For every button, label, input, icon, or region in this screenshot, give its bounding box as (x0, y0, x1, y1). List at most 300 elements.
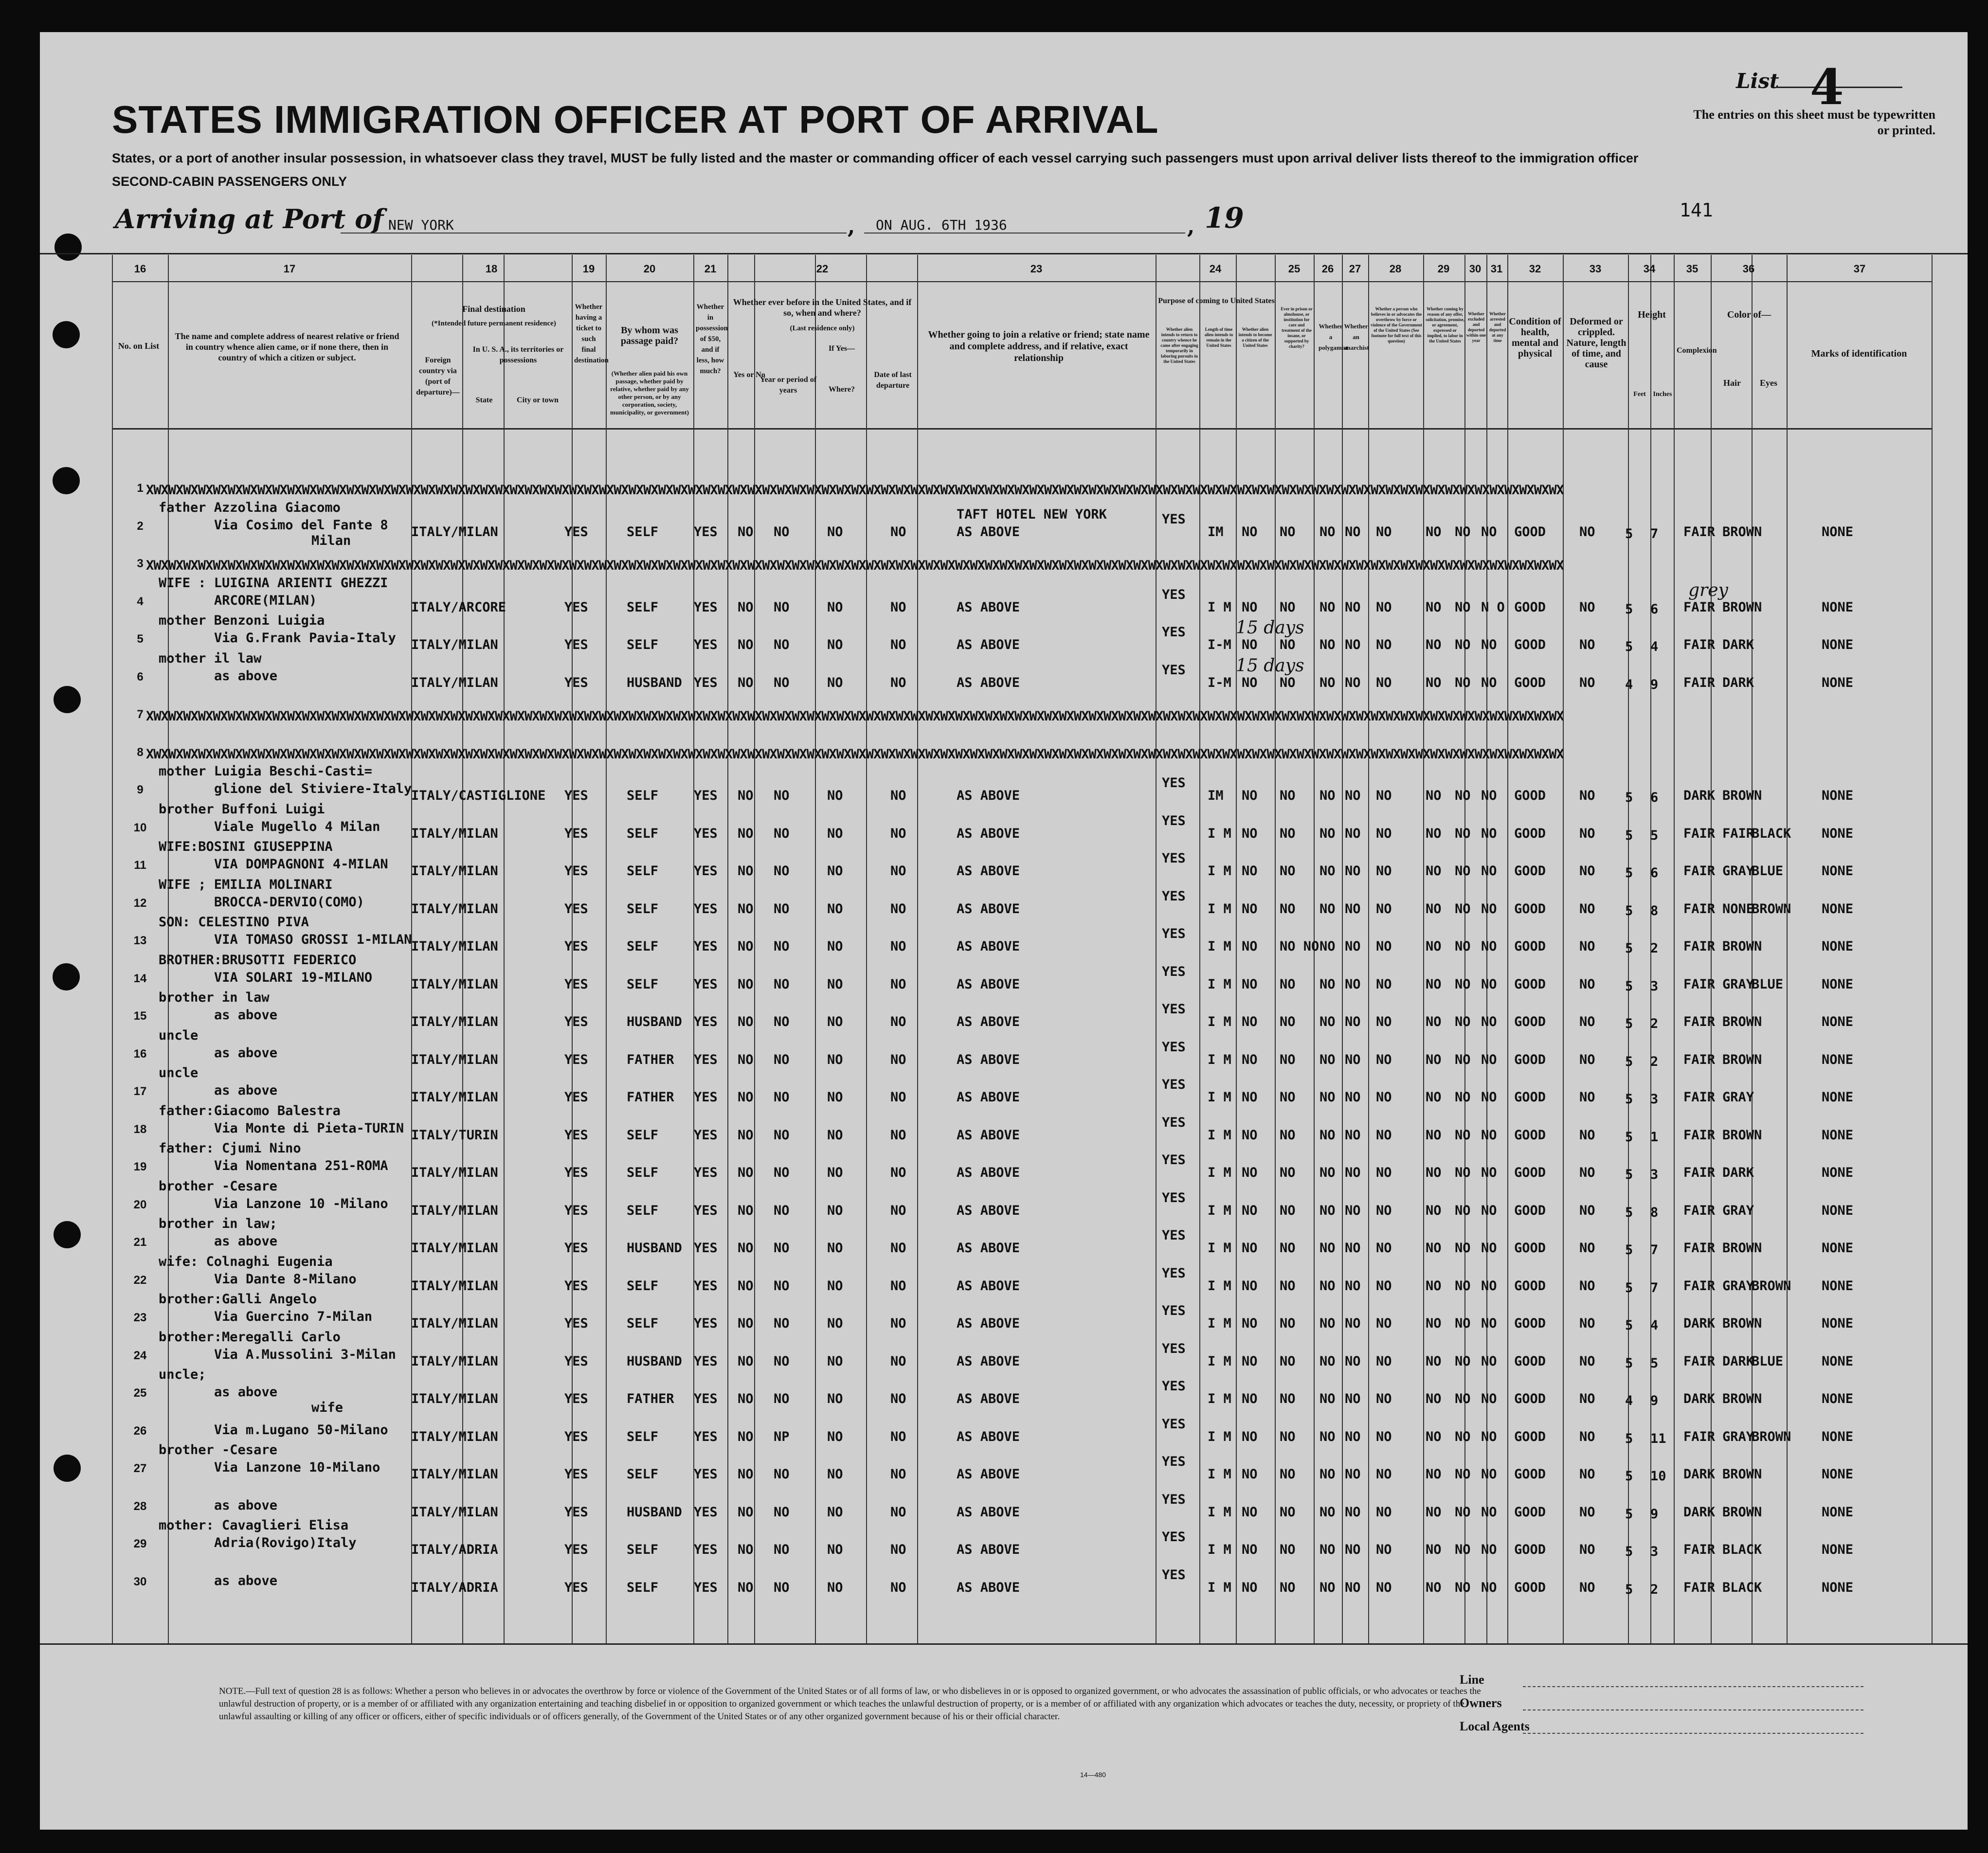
question-27: NO (1345, 599, 1361, 615)
eye-color: BLUE (1752, 864, 1784, 879)
complexion: FAIR (1683, 1429, 1716, 1444)
complexion: FAIR (1683, 901, 1716, 917)
question-26: NO (1319, 864, 1336, 879)
hdr-36-eyes: Eyes (1760, 378, 1777, 388)
identification-marks: NONE (1822, 524, 1854, 540)
question-31: NO (1481, 864, 1497, 879)
hair-color: FAIR (1722, 826, 1754, 841)
question-25: NO (1280, 864, 1296, 879)
deformity: NO (1579, 826, 1595, 841)
complexion: FAIR (1683, 1542, 1716, 1557)
column-number-rule (112, 281, 1932, 282)
question-27: NO (1345, 1052, 1361, 1067)
prior-departure: NO (890, 524, 906, 540)
prior-period: NO (774, 788, 790, 803)
prior-where: NO (827, 1353, 843, 1369)
deformity: NO (1579, 599, 1595, 615)
passage-paid-by: HUSBAND (627, 1353, 682, 1369)
relative-address: Via Lanzone 10 -Milano (214, 1196, 388, 1211)
column-divider (727, 255, 728, 1643)
page-title: STATES IMMIGRATION OFFICER AT PORT OF ARRIVAL (112, 98, 1159, 141)
identification-marks: NONE (1822, 1203, 1854, 1218)
prior-visit: NO (738, 976, 754, 992)
question-30: NO (1455, 675, 1471, 690)
row-number: 22 (133, 1273, 147, 1287)
hair-color: GRAY (1722, 1203, 1754, 1218)
relative-name: uncle; (159, 1367, 206, 1382)
question-28: NO (1376, 1052, 1392, 1067)
question-29: NO (1426, 788, 1442, 803)
citizen-intent: NO (1242, 1542, 1258, 1557)
question-26: NO (1319, 524, 1336, 540)
joining-relative: AS ABOVE (957, 1165, 1020, 1180)
passage-paid-by: SELF (627, 1316, 659, 1331)
destination: ITALY/MILAN (411, 1090, 498, 1105)
health-condition: GOOD (1514, 1165, 1546, 1180)
question-31: NO (1481, 1504, 1497, 1520)
ticket-value: YES (564, 1014, 588, 1029)
health-condition: GOOD (1514, 976, 1546, 992)
question-25: NO (1280, 599, 1296, 615)
prior-departure: NO (890, 1203, 906, 1218)
question-28: NO (1376, 864, 1392, 879)
length-of-stay: I M (1208, 826, 1231, 841)
question-26: NO (1319, 826, 1336, 841)
header-bottom-rule (112, 428, 1932, 430)
prior-departure: NO (890, 1014, 906, 1029)
arriving-label: Arriving at Port of (115, 203, 384, 234)
question-25: NO (1280, 976, 1296, 992)
prior-visit: NO (738, 1127, 754, 1143)
question-30: NO (1455, 901, 1471, 917)
question-25: NO (1280, 637, 1296, 652)
question-29: NO (1426, 1580, 1442, 1595)
row-number: 25 (133, 1386, 147, 1400)
question-26: NO (1319, 1353, 1336, 1369)
question-25: NO (1280, 1580, 1296, 1595)
deformity: NO (1579, 1165, 1595, 1180)
hair-color: NONE (1722, 901, 1754, 917)
hdr-36: Color of— (1727, 309, 1771, 320)
handwritten-annotation: 15 days (1236, 618, 1304, 638)
question-28: NO (1376, 939, 1392, 954)
prior-period: NO (774, 1391, 790, 1406)
relative-address: as above (214, 1083, 278, 1098)
prior-period: NO (774, 1090, 790, 1105)
height-feet: 5 (1625, 1544, 1633, 1559)
hdr-20: By whom was passage paid? (620, 325, 679, 346)
deformity: NO (1579, 1127, 1595, 1143)
relative-address: as above (214, 1497, 278, 1513)
joining-relative: AS ABOVE (957, 1241, 1020, 1256)
citizen-intent: NO (1242, 637, 1258, 652)
question-27: NO (1345, 1014, 1361, 1029)
prior-departure: NO (890, 1165, 906, 1180)
page-subtitle: States, or a port of another insular possession, in whatsoever class they travel, MUST be fully listed and the master or commanding officer of each vessel carrying such passengers must upon arrival deliver lists thereof to the immigration officer (112, 151, 1639, 165)
prior-departure: NO (890, 1580, 906, 1595)
length-of-stay: I M (1208, 1467, 1231, 1482)
citizen-intent: NO (1242, 1014, 1258, 1029)
question-28: NO (1376, 675, 1392, 690)
passage-paid-by: HUSBAND (627, 1014, 682, 1029)
row-number: 30 (133, 1575, 147, 1588)
question-26: NO (1319, 1052, 1336, 1067)
height-inches: 4 (1650, 639, 1659, 654)
destination: ITALY/MILAN (411, 976, 498, 992)
complexion: FAIR (1683, 1203, 1716, 1218)
column-number: 26 (1321, 263, 1334, 275)
prior-departure: NO (890, 1542, 906, 1557)
money-value: YES (694, 1090, 718, 1105)
length-of-stay: I M (1208, 864, 1231, 879)
prior-where: NO (827, 1278, 843, 1294)
identification-marks: NONE (1822, 1052, 1854, 1067)
length-of-stay: I M (1208, 1203, 1231, 1218)
deformity: NO (1579, 1014, 1595, 1029)
relative-address: as above (214, 1385, 278, 1400)
destination: ITALY/MILAN (411, 1467, 498, 1482)
question-29: NO (1426, 1165, 1442, 1180)
ticket-value: YES (564, 1504, 588, 1520)
passage-paid-by: SELF (627, 1165, 659, 1180)
question-26: NO (1319, 1014, 1336, 1029)
joining-relative: AS ABOVE (957, 1429, 1020, 1444)
destination: ITALY/MILAN (411, 826, 498, 841)
prior-where: NO (827, 826, 843, 841)
prior-period: NO (774, 826, 790, 841)
return-intent: YES (1162, 1379, 1186, 1394)
eye-color: BLUE (1752, 1353, 1784, 1369)
destination: ITALY/MILAN (411, 1316, 498, 1331)
question-30: NO (1455, 1241, 1471, 1256)
passage-paid-by: SELF (627, 939, 659, 954)
question-25: NO (1280, 675, 1296, 690)
money-value: YES (694, 1391, 718, 1406)
question-30: NO (1455, 1467, 1471, 1482)
question-30: NO (1455, 939, 1471, 954)
passage-paid-by: SELF (627, 1429, 659, 1444)
arrival-date: ON AUG. 6TH 1936 (876, 217, 1007, 233)
return-intent: YES (1162, 1228, 1186, 1243)
complexion: DARK (1683, 1467, 1716, 1482)
hdr-35: Complexion (1677, 346, 1717, 355)
citizen-intent: NO (1242, 826, 1258, 841)
money-value: YES (694, 524, 718, 540)
row-number: 13 (133, 934, 147, 947)
question-27: NO (1345, 1467, 1361, 1482)
question-29: NO (1426, 599, 1442, 615)
deformity: NO (1579, 524, 1595, 540)
question-31: NO (1481, 1467, 1497, 1482)
height-inches: 4 (1650, 1318, 1659, 1333)
relative-address: Via m.Lugano 50-Milano (214, 1422, 388, 1438)
relative-address: as above (214, 668, 278, 684)
relative-address: Via Nomentana 251-ROMA (214, 1158, 388, 1173)
citizen-intent: NO (1242, 1278, 1258, 1294)
prior-where: NO (827, 1504, 843, 1520)
money-value: YES (694, 939, 718, 954)
prior-visit: NO (738, 1241, 754, 1256)
eye-color: BROWN (1752, 1429, 1791, 1444)
hdr-34: Height (1638, 309, 1666, 320)
column-number: 24 (1209, 263, 1222, 275)
deformity: NO (1579, 1090, 1595, 1105)
return-intent: YES (1162, 1454, 1186, 1469)
handwritten-annotation: 15 days (1236, 655, 1304, 676)
relative-name: brother in law (159, 990, 270, 1005)
money-value: YES (694, 1429, 718, 1444)
question-26: NO (1319, 675, 1336, 690)
relative-name: WIFE:BOSINI GIUSEPPINA (159, 839, 333, 854)
length-of-stay: I-M (1208, 637, 1231, 652)
column-number: 18 (485, 263, 498, 275)
question-29: NO (1426, 939, 1442, 954)
prior-where: NO (827, 599, 843, 615)
ticket-value: YES (564, 939, 588, 954)
height-inches: 1 (1650, 1129, 1659, 1145)
joining-relative: AS ABOVE (957, 1580, 1020, 1595)
prior-where: NO (827, 1467, 843, 1482)
destination: ITALY/ADRIA (411, 1542, 498, 1557)
hdr-30: Whether excluded and deported within one year (1466, 311, 1486, 343)
prior-where: NO (827, 1542, 843, 1557)
relative-name: SON: CELESTINO PIVA (159, 915, 309, 930)
question-30: NO (1455, 1353, 1471, 1369)
return-intent: YES (1162, 511, 1186, 527)
ticket-value: YES (564, 599, 588, 615)
hdr-23: Whether going to join a relative or friend; state name and complete address, and if relative, exact relationship (928, 329, 1150, 363)
identification-marks: NONE (1822, 939, 1854, 954)
prior-departure: NO (890, 637, 906, 652)
question-26: NO (1319, 599, 1336, 615)
length-of-stay: I M (1208, 1316, 1231, 1331)
question-25: NO (1280, 1542, 1296, 1557)
destination: ITALY/TURIN (411, 1127, 498, 1143)
hair-color: BROWN (1722, 1316, 1762, 1331)
question-29: NO (1426, 864, 1442, 879)
return-intent: YES (1162, 1492, 1186, 1507)
return-intent: YES (1162, 813, 1186, 828)
citizen-intent: NO (1242, 1241, 1258, 1256)
destination: ITALY/MILAN (411, 1353, 498, 1369)
height-feet: 5 (1625, 526, 1633, 541)
question-27: NO (1345, 1203, 1361, 1218)
column-number: 17 (283, 263, 296, 275)
column-divider (504, 255, 505, 1643)
row-number: 19 (133, 1160, 147, 1173)
height-inches: 2 (1650, 1582, 1659, 1597)
destination: ITALY/MILAN (411, 1014, 498, 1029)
passage-paid-by: SELF (627, 976, 659, 992)
question-30: NO (1455, 1278, 1471, 1294)
question-25: NO (1280, 1391, 1296, 1406)
relative-name: uncle (159, 1027, 199, 1043)
destination: ITALY/MILAN (411, 1203, 498, 1218)
complexion: FAIR (1683, 1165, 1716, 1180)
row-number: 9 (137, 783, 144, 796)
eye-color: BLUE (1752, 976, 1784, 992)
passage-paid-by: SELF (627, 1203, 659, 1218)
height-inches: 10 (1650, 1469, 1666, 1484)
question-31: NO (1481, 1014, 1497, 1029)
passage-paid-by: SELF (627, 599, 659, 615)
row-number: 11 (134, 859, 146, 872)
question-27: NO (1345, 1504, 1361, 1520)
relative-address: Via Lanzone 10-Milano (214, 1460, 380, 1475)
identification-marks: NONE (1822, 788, 1854, 803)
hdr-24-a: Whether alien intends to return to country whence he came after engaging temporarily in laboring pursuits in the United States (1160, 327, 1198, 364)
joining-relative: AS ABOVE (957, 1353, 1020, 1369)
column-number: 32 (1529, 263, 1541, 275)
height-feet: 5 (1625, 865, 1633, 881)
column-number: 34 (1643, 263, 1656, 275)
local-agents-label: Local Agents (1460, 1719, 1530, 1733)
hdr-28: Whether a person who believes in or advocates the overthrow by force or violence of the Government of the United States (See footnote for full text of this question) (1371, 306, 1422, 343)
question-31: NO (1481, 675, 1497, 690)
question-31: NO (1481, 1278, 1497, 1294)
question-29: NO (1426, 901, 1442, 917)
passage-paid-by: SELF (627, 1127, 659, 1143)
eye-color: BROWN (1752, 901, 1791, 917)
row-number: 3 (137, 557, 144, 570)
height-inches: 7 (1650, 1280, 1659, 1295)
height-inches: 2 (1650, 1016, 1659, 1031)
length-of-stay: I M (1208, 1391, 1231, 1406)
eye-color: BROWN (1752, 1278, 1791, 1294)
deformity: NO (1579, 1429, 1595, 1444)
question-28: NO (1376, 1127, 1392, 1143)
question-25: NO (1280, 1203, 1296, 1218)
question-28: NO (1376, 1467, 1392, 1482)
health-condition: GOOD (1514, 788, 1546, 803)
question-29: NO (1426, 1052, 1442, 1067)
prior-where: NO (827, 788, 843, 803)
relative-name: brother in law; (159, 1216, 277, 1231)
local-agents-field (1523, 1733, 1863, 1734)
return-intent: YES (1162, 1152, 1186, 1168)
ticket-value: YES (564, 1542, 588, 1557)
return-intent: YES (1162, 662, 1186, 678)
prior-departure: NO (890, 788, 906, 803)
citizen-intent: NO (1242, 524, 1258, 540)
hdr-22-where: Where? (829, 385, 855, 394)
column-number: 29 (1437, 263, 1450, 275)
money-value: YES (694, 1203, 718, 1218)
question-26: NO (1319, 1278, 1336, 1294)
row-number: 4 (137, 594, 144, 608)
question-25: NO (1280, 1429, 1296, 1444)
prior-departure: NO (890, 826, 906, 841)
ticket-value: YES (564, 1353, 588, 1369)
health-condition: GOOD (1514, 1127, 1546, 1143)
question-29: NO (1426, 1014, 1442, 1029)
prior-visit: NO (738, 788, 754, 803)
height-feet: 5 (1625, 1355, 1633, 1371)
relative-name: father Azzolina Giacomo (159, 500, 341, 515)
passage-paid-by: FATHER (627, 1391, 674, 1406)
ticket-value: YES (564, 1052, 588, 1067)
question-28: NO (1376, 1429, 1392, 1444)
punch-hole (53, 321, 80, 348)
question-31: NO (1481, 1165, 1497, 1180)
question-26: NO (1319, 788, 1336, 803)
question-31: NO (1481, 1316, 1497, 1331)
length-of-stay: I M (1208, 1353, 1231, 1369)
identification-marks: NONE (1822, 864, 1854, 879)
identification-marks: NONE (1822, 1241, 1854, 1256)
question-28: NO (1376, 599, 1392, 615)
passage-paid-by: FATHER (627, 1052, 674, 1067)
question-28: NO (1376, 1165, 1392, 1180)
prior-visit: NO (738, 675, 754, 690)
prior-period: NO (774, 1052, 790, 1067)
question-25: NO (1280, 1316, 1296, 1331)
prior-visit: NO (738, 1165, 754, 1180)
destination: ITALY/MILAN (411, 1504, 498, 1520)
column-divider (1199, 255, 1200, 1643)
ticket-value: YES (564, 1580, 588, 1595)
hdr-19: Whether having a ticket to such final destination (574, 303, 609, 364)
deformity: NO (1579, 1316, 1595, 1331)
deformity: NO (1579, 1542, 1595, 1557)
table-top-rule (40, 253, 1968, 254)
hair-color: BROWN (1722, 1391, 1762, 1406)
relative-address: as above (214, 1234, 278, 1249)
identification-marks: NONE (1822, 1127, 1854, 1143)
row-number: 14 (133, 971, 147, 985)
question-29: NO (1426, 1316, 1442, 1331)
column-number: 28 (1389, 263, 1402, 275)
relative-name: mother Benzoni Luigia (159, 613, 325, 628)
question-26: NO (1319, 901, 1336, 917)
height-inches: 5 (1650, 828, 1659, 843)
length-of-stay: IM (1208, 788, 1224, 803)
destination: ITALY/MILAN (411, 1052, 498, 1067)
complexion: FAIR (1683, 1090, 1716, 1105)
hair-color: BROWN (1722, 1127, 1762, 1143)
ticket-value: YES (564, 864, 588, 879)
citizen-intent: NO (1242, 901, 1258, 917)
prior-where: NO (827, 1203, 843, 1218)
length-of-stay: I M (1208, 939, 1231, 954)
joining-relative: AS ABOVE (957, 976, 1020, 992)
citizen-intent: NO (1242, 939, 1258, 954)
joining-relative: AS ABOVE (957, 939, 1020, 954)
money-value: YES (694, 1353, 718, 1369)
row-number: 23 (133, 1311, 147, 1324)
ticket-value: YES (564, 637, 588, 652)
question-31: NO (1481, 1127, 1497, 1143)
health-condition: GOOD (1514, 1580, 1546, 1595)
relative-address: Via Guercino 7-Milan (214, 1309, 373, 1324)
question-27: NO (1345, 826, 1361, 841)
hdr-25: Ever in prison or almshouse, or institution for care and treatment of the insane, or supported by charity? (1281, 306, 1313, 349)
relative-address: ARCORE(MILAN) (214, 593, 317, 608)
prior-departure: NO (890, 1090, 906, 1105)
list-number: 4 (1810, 58, 1844, 116)
question-27: NO (1345, 1316, 1361, 1331)
relative-name: father:Giacomo Balestra (159, 1103, 341, 1118)
prior-period: NO (774, 675, 790, 690)
page-number: 141 (1680, 199, 1713, 221)
row-number: 8 (137, 745, 144, 759)
citizen-intent: NO (1242, 1127, 1258, 1143)
prior-where: NO (827, 675, 843, 690)
identification-marks: NONE (1822, 826, 1854, 841)
hair-color: GRAY (1722, 1278, 1754, 1294)
length-of-stay: I M (1208, 1165, 1231, 1180)
health-condition: GOOD (1514, 1504, 1546, 1520)
